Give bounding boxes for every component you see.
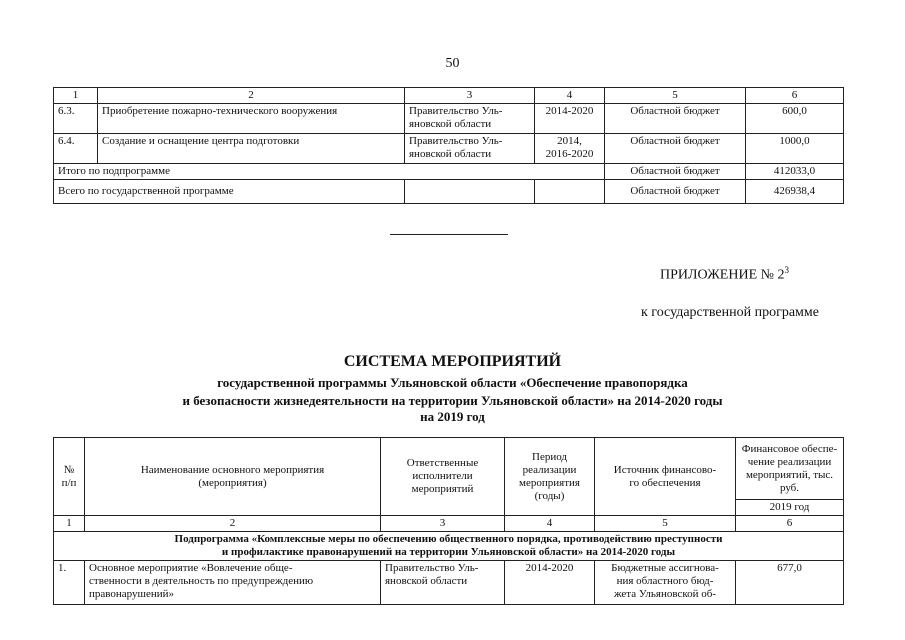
subprogram-row	[54, 532, 844, 561]
main-table-col-numbers	[54, 516, 844, 532]
header-source: Источник финансово- го обеспечения	[595, 438, 736, 516]
subprogram-title: Подпрограмма «Комплексные меры по обеспечению общественного порядка, противодействию преступности и профилактике правонарушений на территории Ульяновской области» на 2014-2020 годы	[54, 532, 844, 561]
subtotal-label: Итого по подпрограмме	[54, 164, 605, 180]
header-period: Период реализации мероприятия (годы)	[505, 438, 595, 516]
row-amount: 677,0	[736, 561, 844, 605]
row-amount: 1000,0	[746, 134, 844, 164]
appendix-subtitle: к государственной программе	[641, 305, 819, 320]
page-number: 50	[445, 56, 460, 71]
appendix-title	[660, 265, 789, 284]
row-source: Бюджетные ассигнова- ния областного бюд- жета Ульяновской об-	[595, 561, 736, 605]
header-name: Наименование основного мероприятия (мероприятия)	[85, 438, 381, 516]
document-subtitle-line-1: государственной программы Ульяновской области «Обеспечение правопорядка	[217, 375, 688, 390]
table-row	[54, 134, 844, 164]
row-executor: Правительство Уль- яновской области	[381, 561, 505, 605]
total-label: Всего по государственной программе	[54, 180, 405, 204]
subtotal-source: Областной бюджет	[605, 164, 746, 180]
row-period: 2014-2020	[535, 104, 605, 134]
top-table-col-1: 1	[54, 88, 98, 104]
row-period: 2014-2020	[505, 561, 595, 605]
document-title: СИСТЕМА МЕРОПРИЯТИЙ	[343, 353, 562, 370]
row-number: 1.	[54, 561, 85, 605]
top-table-col-2: 2	[98, 88, 405, 104]
row-period: 2014, 2016-2020	[535, 134, 605, 164]
top-table-col-5: 5	[605, 88, 746, 104]
table-row	[54, 561, 844, 605]
appendix-superscript: 3	[784, 265, 789, 275]
top-table-col-3: 3	[405, 88, 535, 104]
document-subtitle-line-2: и безопасности жизнедеятельности на территории Ульяновской области» на 2014-2020 годы	[182, 393, 723, 408]
row-name: Создание и оснащение центра подготовки	[98, 134, 405, 164]
header-year: 2019 год	[736, 500, 844, 516]
top-table-col-6: 6	[746, 88, 844, 104]
row-executor: Правительство Уль- яновской области	[405, 134, 535, 164]
document-subtitle-line-3: на 2019 год	[420, 409, 485, 424]
header-num: № п/п	[54, 438, 85, 516]
main-table	[53, 437, 844, 605]
row-amount: 600,0	[746, 104, 844, 134]
top-table-col-4: 4	[535, 88, 605, 104]
row-number: 6.4.	[54, 134, 98, 164]
col-number: 6	[736, 516, 844, 532]
appendix-title-text: ПРИЛОЖЕНИЕ № 2	[660, 267, 785, 283]
main-table-header-row	[54, 438, 844, 500]
col-number: 2	[85, 516, 381, 532]
col-number: 5	[595, 516, 736, 532]
total-amount: 426938,4	[746, 180, 844, 204]
total-row	[54, 180, 844, 204]
total-source: Областной бюджет	[605, 180, 746, 204]
total-empty-cell	[405, 180, 535, 204]
col-number: 1	[54, 516, 85, 532]
header-finance: Финансовое обеспе- чение реализации мероприятий, тыс. руб.	[736, 438, 844, 500]
subtotal-row	[54, 164, 844, 180]
separator-line	[390, 234, 508, 235]
row-source: Областной бюджет	[605, 134, 746, 164]
col-number: 4	[505, 516, 595, 532]
header-executor: Ответственные исполнители мероприятий	[381, 438, 505, 516]
total-empty-cell	[535, 180, 605, 204]
table-row	[54, 104, 844, 134]
row-source: Областной бюджет	[605, 104, 746, 134]
top-table	[53, 87, 844, 204]
col-number: 3	[381, 516, 505, 532]
row-number: 6.3.	[54, 104, 98, 134]
row-name: Приобретение пожарно-технического вооружения	[98, 104, 405, 134]
top-table-header-row	[54, 88, 844, 104]
row-name: Основное мероприятие «Вовлечение обще- ственности в деятельность по предупреждению правонарушений»	[85, 561, 381, 605]
subtotal-amount: 412033,0	[746, 164, 844, 180]
row-executor: Правительство Уль- яновской области	[405, 104, 535, 134]
